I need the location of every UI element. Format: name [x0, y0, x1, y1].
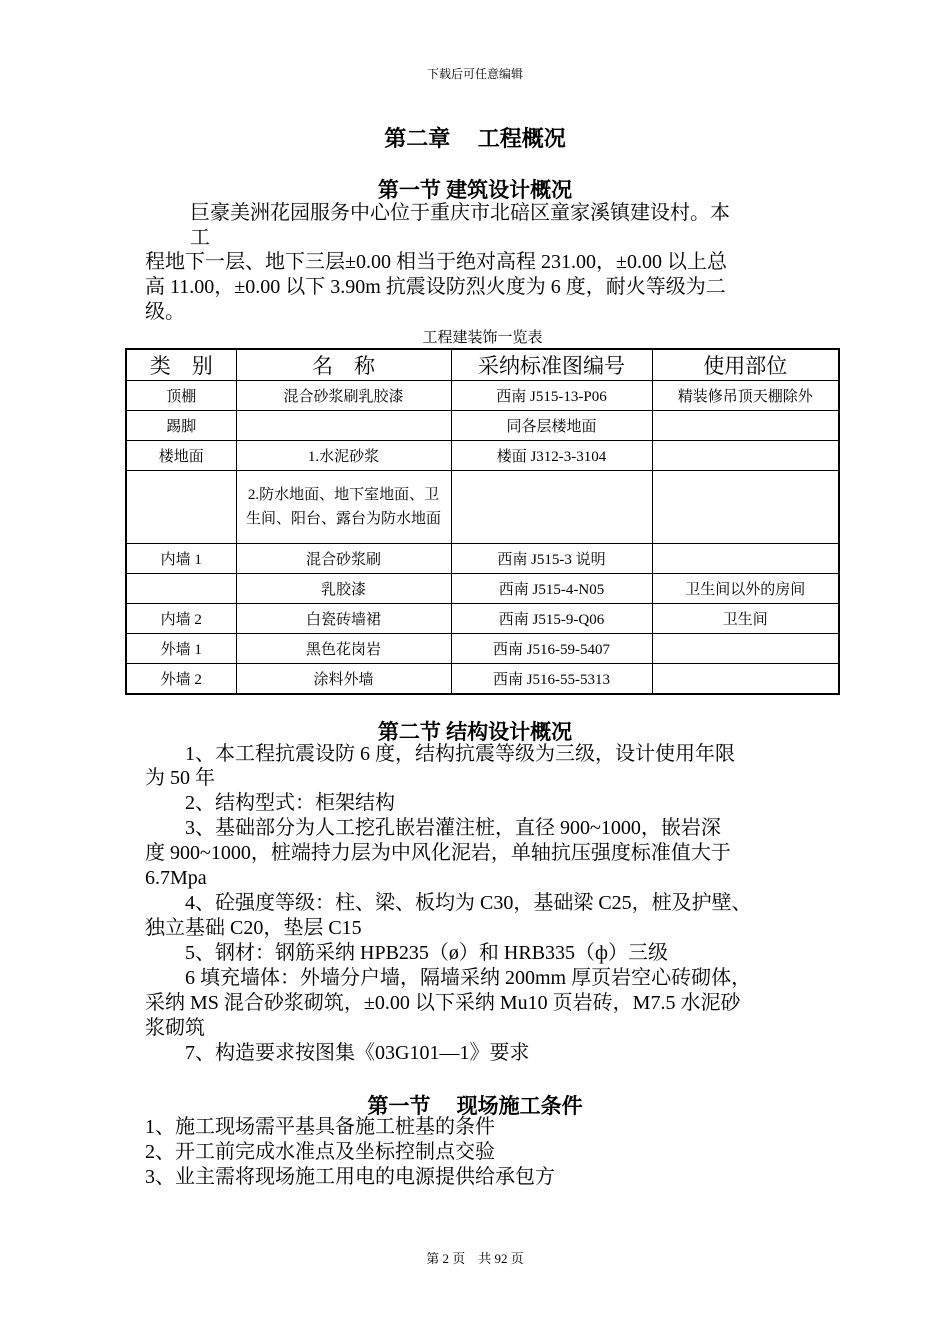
section3-line: 1、施工现场需平基具备施工桩基的条件 [145, 1116, 495, 1138]
table-cell: 楼面 J312-3-3104 [451, 441, 652, 471]
table-row [126, 604, 839, 634]
table-cell [126, 574, 236, 604]
table-cell: 外墙 1 [126, 634, 236, 664]
table-cell: 白瓷砖墙裙 [236, 604, 451, 634]
section2-line: 为 50 年 [145, 767, 215, 789]
table-cell: 西南 J515-3 说明 [451, 544, 652, 574]
chapter-title: 第二章 工程概况 [384, 126, 566, 151]
section1-para-line: 高 11.00，±0.00 以下 3.90m 抗震设防烈火度为 6 度，耐火等级为二 [145, 276, 726, 298]
table-cell: 西南 J515-9-Q06 [451, 604, 652, 634]
section2-line: 4、砼强度等级：柱、梁、板均为 C30，基础梁 C25，桩及护壁、 [145, 892, 752, 914]
section2-line: 6 填充墙体：外墙分户墙，隔墙采纳 200mm 厚页岩空心砖砌体， [145, 967, 752, 989]
section1-para-line: 工 [190, 227, 210, 249]
section3-line: 2、开工前完成水准点及坐标控制点交验 [145, 1141, 495, 1163]
table-row [126, 544, 839, 574]
table-cell [236, 411, 451, 441]
section2-line: 6.7Mpa [145, 867, 207, 889]
section2-title: 第二节 结构设计概况 [377, 720, 573, 744]
table-cell: 混合砂浆刷 [236, 544, 451, 574]
table-row [126, 664, 839, 695]
page-footer: 第 2 页 共 92 页 [426, 1251, 524, 1266]
table-cell [652, 441, 839, 471]
table-caption: 工程建装饰一览表 [422, 330, 543, 346]
section2-line: 独立基础 C20，垫层 C15 [145, 917, 362, 939]
section2-line: 度 900~1000，桩端持力层为中风化泥岩，单轴抗压强度标准值大于 [145, 842, 731, 864]
table-cell: 1.水泥砂浆 [236, 441, 451, 471]
table-cell: 内墙 2 [126, 604, 236, 634]
table-cell: 顶棚 [126, 381, 236, 411]
section1-para-line: 巨豪美洲花园服务中心位于重庆市北碚区童家溪镇建设村。本 [190, 202, 730, 224]
table-cell: 混合砂浆刷乳胶漆 [236, 381, 451, 411]
decoration-table [125, 348, 840, 695]
section1-para-line: 程地下一层、地下三层±0.00 相当于绝对高程 231.00，±0.00 以上总 [145, 251, 727, 273]
section3-line: 3、业主需将现场施工用电的电源提供给承包方 [145, 1166, 555, 1188]
section2-line: 采纳 MS 混合砂浆砌筑，±0.00 以下采纳 Mu10 页岩砖，M7.5 水泥砂 [145, 992, 741, 1014]
section2-line: 2、结构型式：柜架结构 [145, 792, 395, 814]
table-header-cell: 采纳标准图编号 [451, 349, 652, 381]
table-cell: 涂料外墙 [236, 664, 451, 695]
section1-title: 第一节 建筑设计概况 [377, 178, 573, 202]
table-cell [652, 411, 839, 441]
table-cell: 外墙 2 [126, 664, 236, 695]
table-cell: 2.防水地面、地下室地面、卫生间、阳台、露台为防水地面 [236, 471, 451, 544]
table-cell: 楼地面 [126, 441, 236, 471]
table-row [126, 634, 839, 664]
table-header-cell: 名 称 [236, 349, 451, 381]
table-row [126, 574, 839, 604]
table-cell: 西南 J515-4-N05 [451, 574, 652, 604]
table-cell: 精装修吊顶天棚除外 [652, 381, 839, 411]
section2-line: 1、本工程抗震设防 6 度，结构抗震等级为三级，设计使用年限 [145, 743, 735, 765]
section2-line: 3、基础部分为人工挖孔嵌岩灌注桩，直径 900~1000，嵌岩深 [145, 817, 721, 839]
table-header-row [126, 349, 839, 381]
table-cell [652, 664, 839, 695]
section2-line: 浆砌筑 [145, 1017, 205, 1039]
section3-title: 第一节 现场施工条件 [367, 1094, 583, 1118]
table-row [126, 381, 839, 411]
table-cell: 黑色花岗岩 [236, 634, 451, 664]
table-cell: 乳胶漆 [236, 574, 451, 604]
table-cell: 西南 J516-55-5313 [451, 664, 652, 695]
table-cell: 同各层楼地面 [451, 411, 652, 441]
table-cell: 西南 J516-59-5407 [451, 634, 652, 664]
table-cell [652, 634, 839, 664]
table-header-cell: 使用部位 [652, 349, 839, 381]
table-cell: 卫生间 [652, 604, 839, 634]
table-cell [652, 544, 839, 574]
table-cell [451, 471, 652, 544]
table-cell: 卫生间以外的房间 [652, 574, 839, 604]
section1-para-line: 级。 [145, 301, 185, 323]
table-header-cell: 类 别 [126, 349, 236, 381]
table-cell: 踢脚 [126, 411, 236, 441]
header-note: 下载后可任意编辑 [426, 67, 523, 81]
section2-line: 7、构造要求按图集《03G101—1》要求 [145, 1042, 530, 1064]
table-cell [652, 471, 839, 544]
section2-line: 5、钢材：钢筋采纳 HPB235（ø）和 HRB335（ф）三级 [145, 942, 668, 964]
table-row [126, 441, 839, 471]
table-cell [126, 471, 236, 544]
table-cell: 内墙 1 [126, 544, 236, 574]
table-row [126, 411, 839, 441]
table-row [126, 471, 839, 544]
table-cell: 西南 J515-13-P06 [451, 381, 652, 411]
